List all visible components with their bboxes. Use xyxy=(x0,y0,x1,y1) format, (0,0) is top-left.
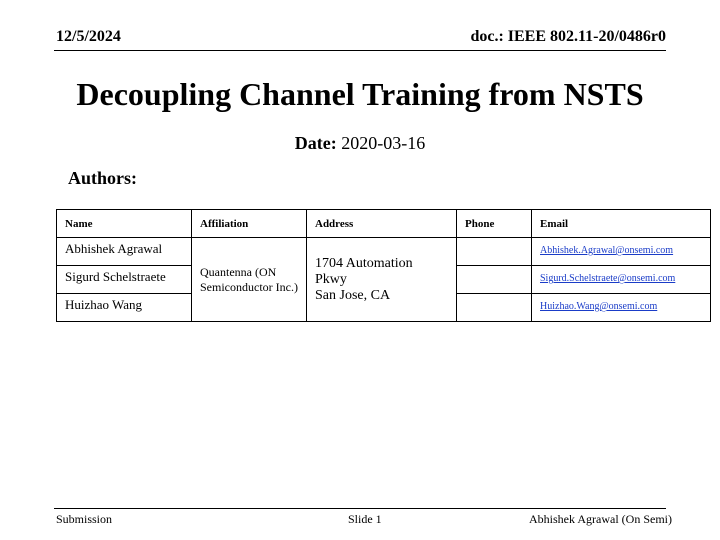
authors-heading: Authors: xyxy=(68,168,138,188)
email-link[interactable]: Abhishek.Agrawal@onsemi.com xyxy=(540,245,674,256)
col-header-phone: Phone xyxy=(457,210,532,238)
affiliation-cell: Quantenna (ON Semiconductor Inc.) xyxy=(192,238,307,322)
email-cell xyxy=(532,294,711,322)
col-header-name: Name xyxy=(57,210,192,238)
phone-cell xyxy=(457,266,532,294)
email-cell xyxy=(532,238,711,266)
table-row xyxy=(57,238,711,266)
email-link[interactable]: Sigurd.Schelstraete@onsemi.com xyxy=(540,273,676,284)
author-name: Sigurd Schelstraete xyxy=(57,266,192,294)
date-line xyxy=(0,133,720,154)
email-link[interactable]: Huizhao.Wang@onsemi.com xyxy=(540,301,658,312)
col-header-email: Email xyxy=(532,210,711,238)
slide-title: Decoupling Channel Training from NSTS xyxy=(76,76,644,112)
footer-slide-number: Slide 1 xyxy=(348,512,382,526)
phone-cell xyxy=(457,238,532,266)
footer-divider xyxy=(54,508,666,509)
table-header-row xyxy=(57,210,711,238)
author-name: Huizhao Wang xyxy=(57,294,192,322)
address-line: 1704 Automation xyxy=(315,255,413,271)
author-name: Abhishek Agrawal xyxy=(57,238,192,266)
address-line: Pkwy xyxy=(315,271,347,287)
date-label: Date: xyxy=(294,133,337,153)
footer-author: Abhishek Agrawal (On Semi) xyxy=(529,512,672,526)
phone-cell xyxy=(457,294,532,322)
header-date: 12/5/2024 xyxy=(56,28,121,45)
col-header-affiliation: Affiliation xyxy=(192,210,307,238)
address-cell xyxy=(307,238,457,322)
email-cell xyxy=(532,266,711,294)
date-value: 2020-03-16 xyxy=(341,133,426,153)
header-divider xyxy=(54,50,666,51)
header-doc-id: doc.: IEEE 802.11-20/0486r0 xyxy=(470,28,666,45)
footer-submission: Submission xyxy=(56,512,113,526)
address-line: San Jose, CA xyxy=(315,287,391,303)
col-header-address: Address xyxy=(307,210,457,238)
authors-table xyxy=(56,209,711,322)
